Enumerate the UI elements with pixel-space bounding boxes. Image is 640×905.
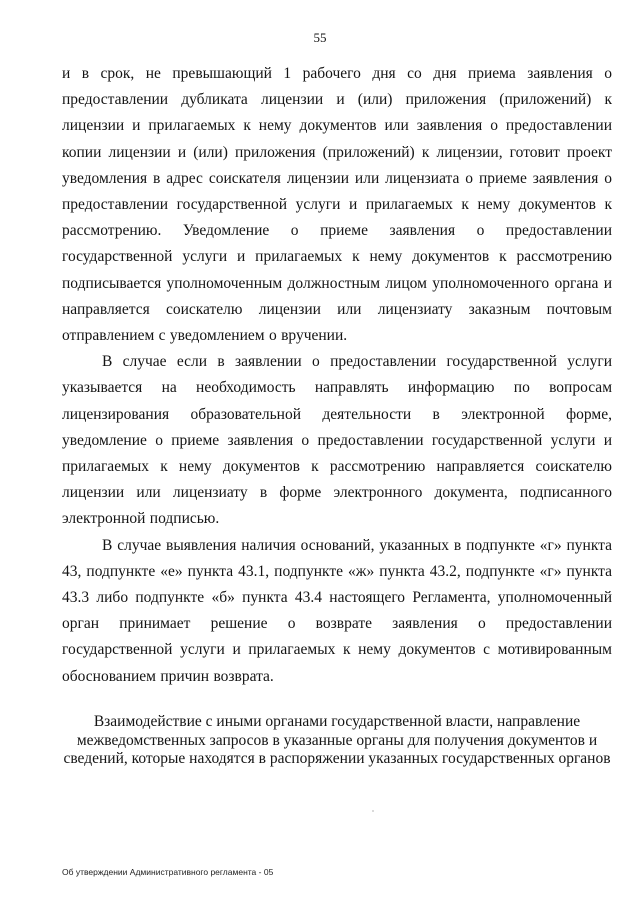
section-heading-line: межведомственных запросов в указанные органы для получения документов и [76, 731, 598, 749]
paragraph-continuation: и в срок, не превышающий 1 рабочего дня со дня приема заявления о предоставлении дубликата лицензии и (или) приложения (приложений) к лицензии и прилагаемых к нему документов или заявления о предоставлении копии лицензии и (или) приложения (приложений) к лицензии, готовит проект уведомления в адрес соискателя лицензии или лицензиата о приеме заявления о предоставлении государственной услуги и прилагаемых к нему документов к рассмотрению. Уведомление о приеме заявления о предоставлении государственной услуги и прилагаемых к нему документов к рассмотрению подписывается уполномоченным должностным лицом уполномоченного органа и направляется соискателю лицензии или лицензиату заказным почтовым отправлением с уведомлением о вручении. [62, 65, 612, 345]
section-heading-line: сведений, которые находятся в распоряжении указанных государственных органов [63, 750, 611, 767]
page-number: 55 [313, 30, 327, 45]
section-heading [62, 713, 612, 769]
scan-speck [372, 810, 374, 812]
body-text [62, 61, 612, 690]
footer-document-title: Об утверждении Административного регламента - 05 [62, 867, 274, 877]
paragraph-electronic-notice: В случае если в заявлении о предоставлении государственной услуги указывается на необходимость направлять информацию по вопросам лицензирования образовательной деятельности в электронной форме, уведомление о приеме заявления о предоставлении государственной услуги и прилагаемых к нему документов к рассмотрению направляется соискателю лицензии или лицензиату в форме электронного документа, подписанного электронной подписью. [62, 353, 612, 528]
section-heading-line: Взаимодействие с иными органами государственной власти, направление [93, 713, 581, 730]
paragraph-return-decision: В случае выявления наличия оснований, указанных в подпункте «г» пункта 43, подпункте «е» пункта 43.1, подпункте «ж» пункта 43.2, подпункте «г» пункта 43.3 либо подпункте «б» пункта 43.4 настоящего Регламента, уполномоченный орган принимает решение о возврате заявления о предоставлении государственной услуги и прилагаемых к нему документов с мотивированным обоснованием причин возврата. [62, 536, 612, 685]
